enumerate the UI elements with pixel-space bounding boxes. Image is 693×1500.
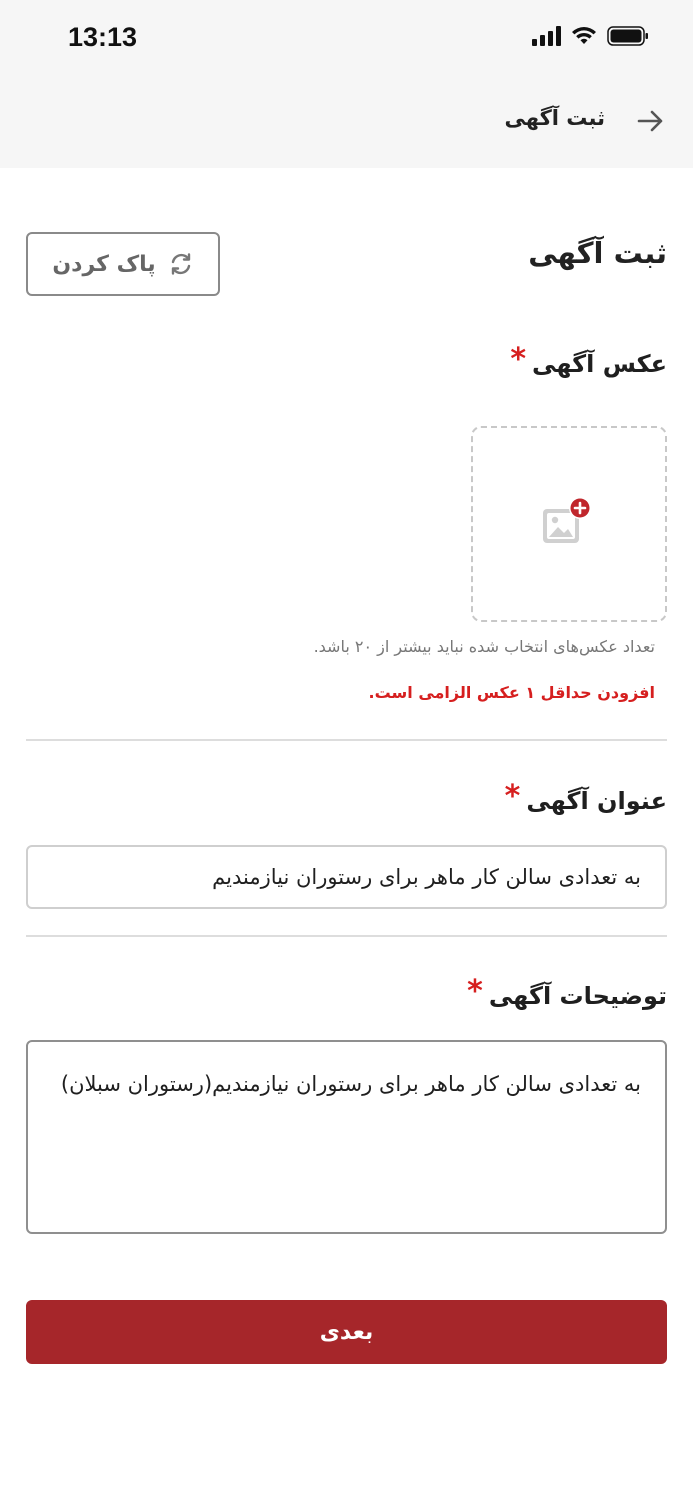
battery-icon: [607, 26, 649, 46]
divider: [26, 935, 667, 937]
nav-title: ثبت آگهی: [504, 106, 605, 130]
page-header: [26, 232, 667, 296]
title-label: [504, 779, 667, 815]
title-label-text: عنوان آگهی: [526, 787, 667, 815]
title-input[interactable]: به تعدادی سالن کار ماهر برای رستوران نیازمندیم: [26, 845, 667, 909]
status-bar: [0, 0, 693, 80]
description-input[interactable]: به تعدادی سالن کار ماهر برای رستوران نیازمندیم(رستوران سبلان): [26, 1040, 667, 1234]
photo-error: افزودن حداقل ۱ عکس الزامی است.: [368, 683, 655, 702]
photo-hint: تعداد عکس‌های انتخاب شده نباید بیشتر از ۲۰ باشد.: [313, 637, 655, 656]
arrow-right-icon[interactable]: [635, 106, 665, 136]
description-label: [467, 974, 667, 1010]
required-mark: *: [504, 779, 521, 814]
clear-button-label: پاک کردن: [52, 251, 156, 277]
page-title: ثبت آگهی: [528, 236, 667, 270]
photo-upload-box[interactable]: [471, 426, 667, 622]
clear-button[interactable]: [26, 232, 220, 296]
required-mark: *: [510, 342, 527, 377]
status-time: 13:13: [68, 22, 138, 52]
photo-label-text: عکس آگهی: [532, 350, 667, 378]
required-mark: *: [467, 974, 483, 1009]
next-button-label: بعدی: [319, 1319, 374, 1345]
divider: [26, 739, 667, 741]
nav-bar: [0, 80, 693, 168]
next-button[interactable]: [26, 1300, 667, 1364]
signal-icon: [532, 26, 561, 46]
refresh-icon: [168, 251, 194, 277]
add-image-icon: [537, 495, 601, 553]
description-label-text: توضیحات آگهی: [488, 982, 667, 1010]
wifi-icon: [571, 26, 597, 46]
photo-label: [510, 342, 667, 378]
status-icons: [532, 26, 649, 46]
